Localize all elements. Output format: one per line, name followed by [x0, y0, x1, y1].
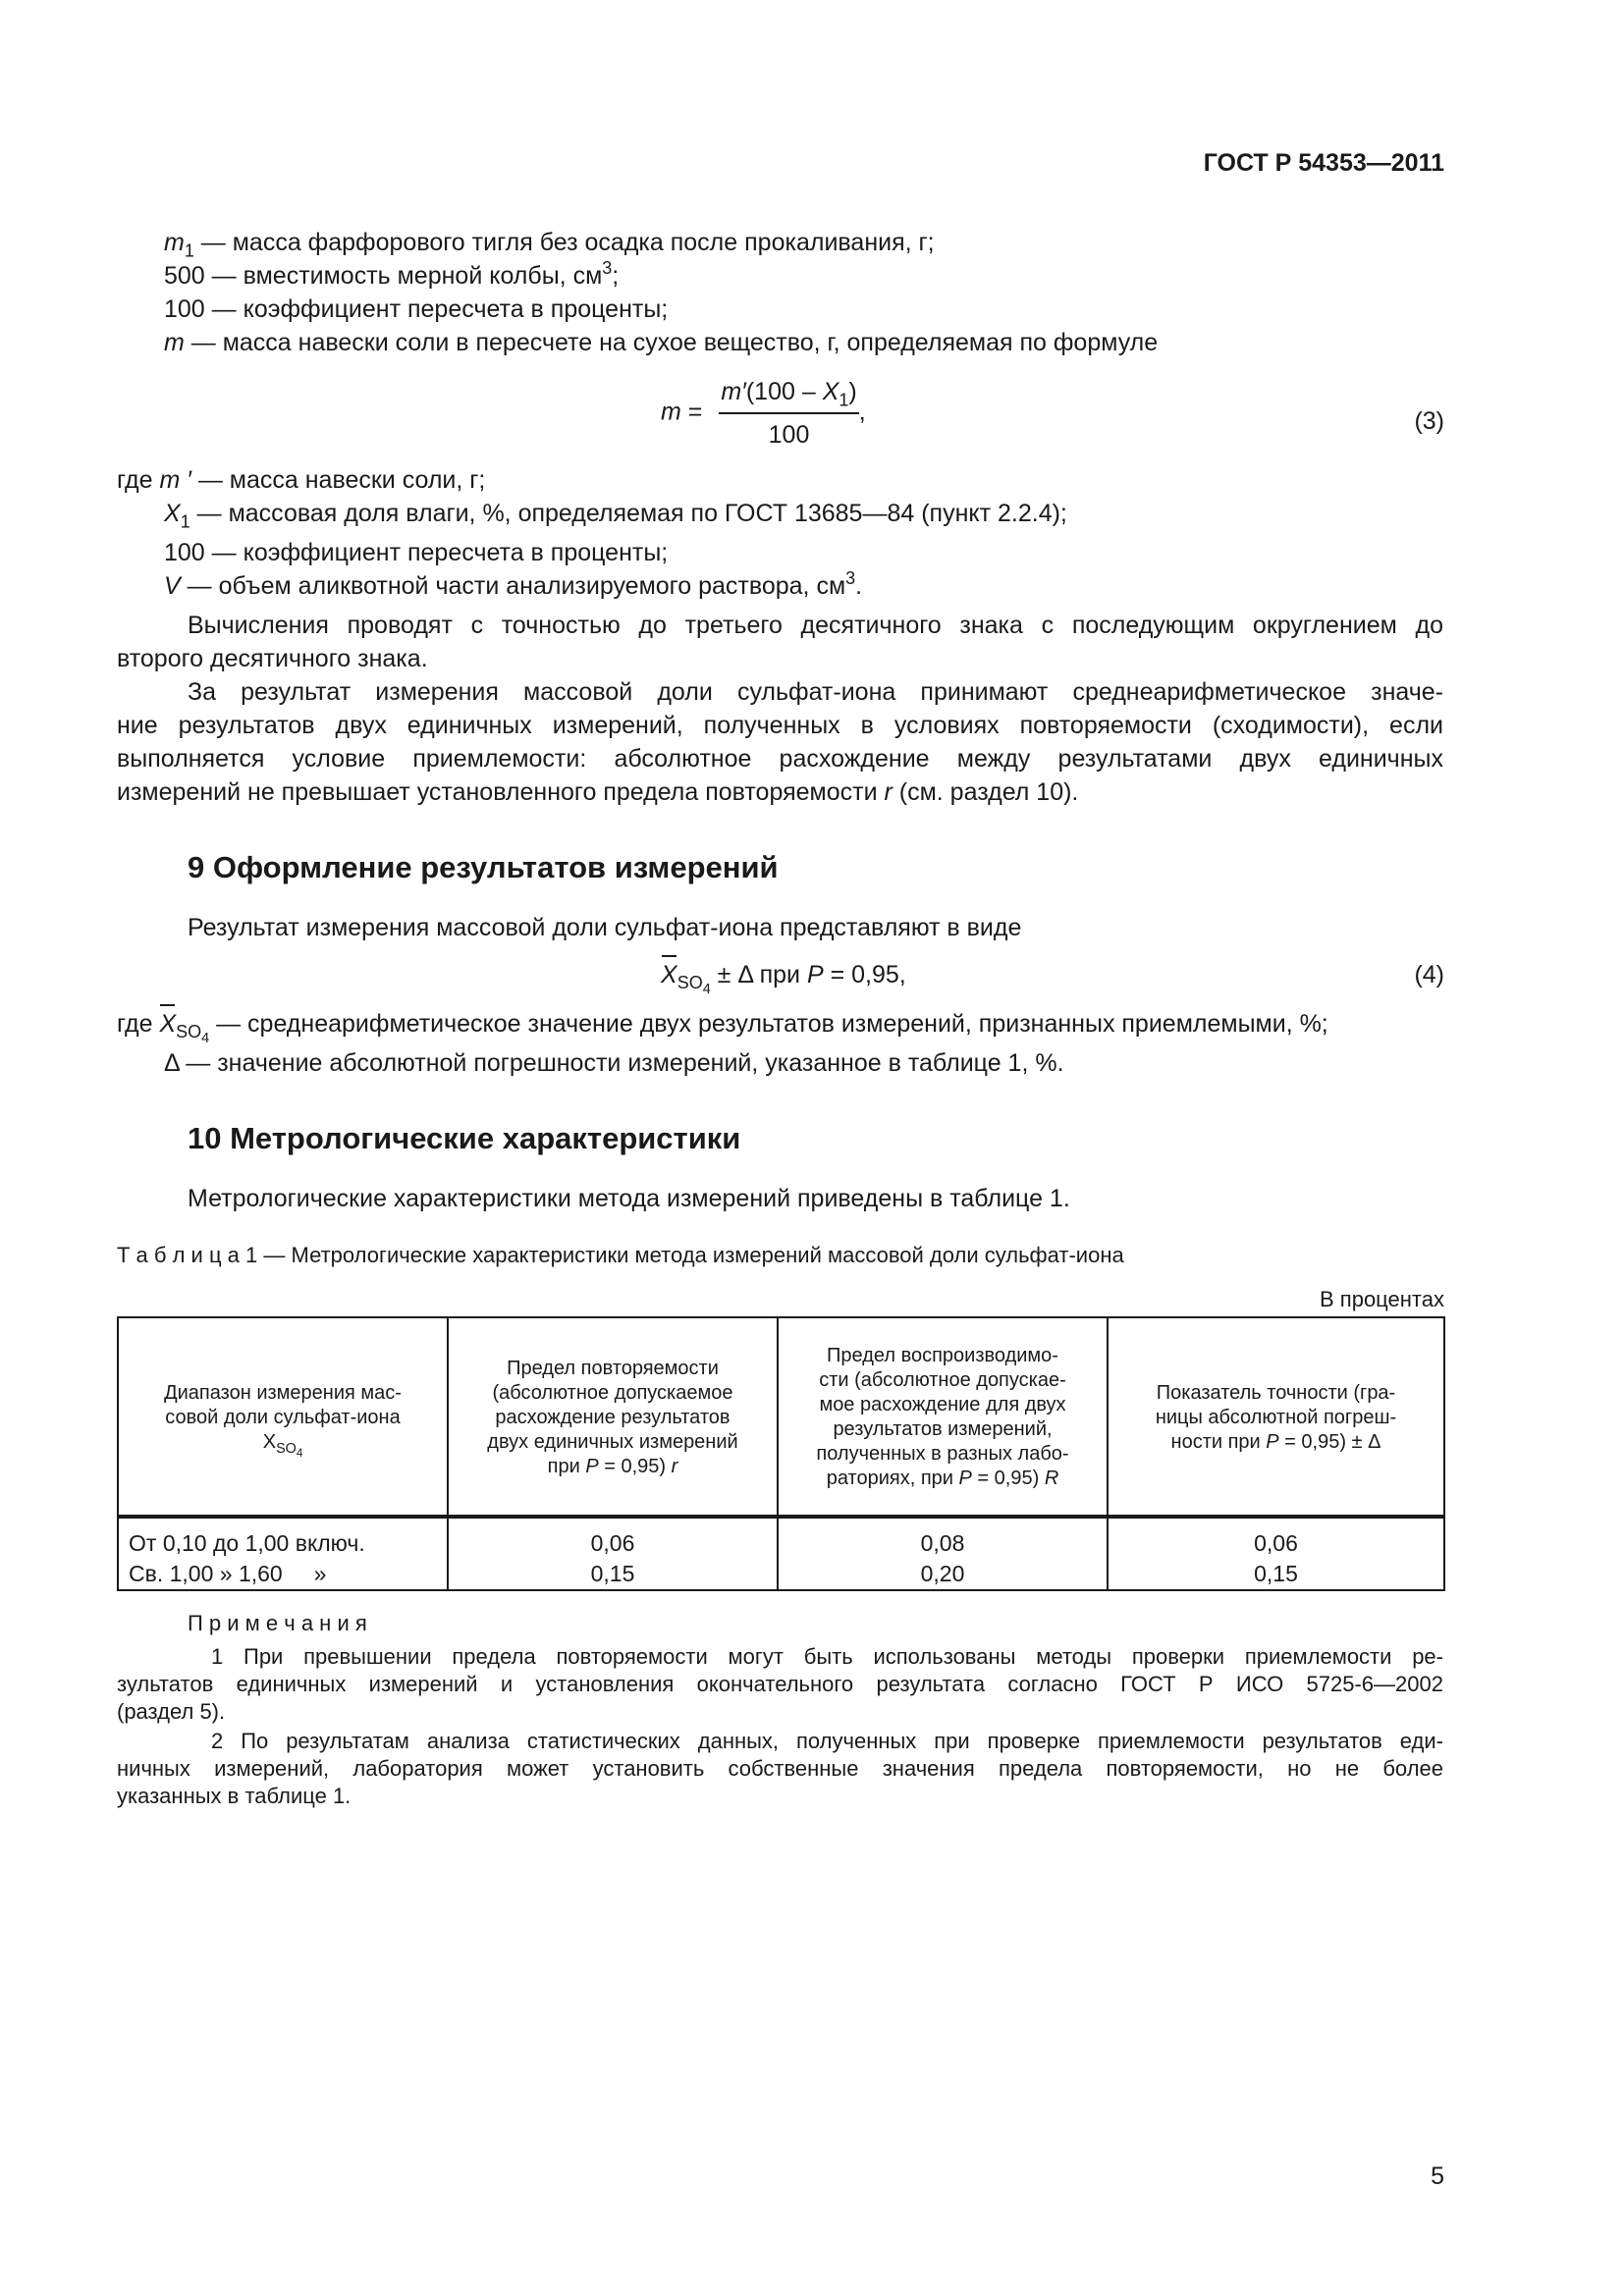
cell-reproducibility	[778, 1518, 1108, 1590]
col-header-range	[118, 1317, 448, 1518]
h2-line-4: двух единичных измерений	[487, 1430, 738, 1453]
formula-3-eq: =	[680, 398, 703, 426]
para-result-line-4	[117, 775, 1078, 809]
h2-line-5-r: r	[671, 1455, 678, 1477]
def-xso4	[117, 1007, 1328, 1047]
cell-delta-1: 0,06	[1254, 1530, 1298, 1556]
cell-range-2: Св. 1,00 » 1,60 »	[129, 1561, 327, 1586]
formula-4-a: ± Δ при	[710, 961, 807, 988]
note-2-line-1: 2 По результатам анализа статистических данных, полученных при проверке приемлемости результатов еди-	[211, 1729, 1443, 1753]
h3-line-2: сти (абсолютное допускае-	[819, 1369, 1066, 1391]
document-id: ГОСТ Р 54353—2011	[1203, 149, 1444, 177]
cell-R-2: 0,20	[920, 1561, 965, 1586]
mprime-text: — масса навески соли, г;	[190, 466, 486, 494]
h2-line-1: Предел повторяемости	[507, 1357, 719, 1379]
xso4-text: — среднеарифметическое значение двух результатов измерений, признанных приемлемыми, %;	[209, 1010, 1328, 1038]
para-result-line-4-a: измерений не превышает установленного предела повторяемости	[117, 778, 885, 806]
m-text: — масса навески соли в пересчете на сухое вещество, г, определяемая по формуле	[184, 329, 1159, 356]
section-9-intro: Результат измерения массовой доли сульфат-иона представляют в виде	[188, 914, 1022, 941]
formula-3	[661, 375, 866, 452]
h4-line-2: ницы абсолютной погреш-	[1155, 1406, 1397, 1428]
h4-line-3-a: ности при	[1170, 1430, 1267, 1453]
h3-line-6-b: = 0,95)	[971, 1468, 1045, 1489]
para-result-line-2: ние результатов двух единичных измерений, полученных в условиях повторяемости (сходимости), если	[117, 712, 1443, 739]
h3-line-3: мое расхождение для двух	[819, 1394, 1066, 1415]
formula-3-fraction	[719, 375, 858, 452]
h1-sub-4: 4	[296, 1447, 303, 1460]
def-v	[164, 569, 862, 603]
def-100-top: 100 — коэффициент пересчета в проценты;	[164, 295, 669, 323]
h1-x: X	[262, 1430, 277, 1453]
note-2-line-3: указанных в таблице 1.	[117, 1784, 352, 1808]
num-mprime: m′	[721, 378, 746, 405]
formula-3-number: (3)	[1414, 407, 1444, 435]
def-500	[164, 259, 619, 293]
table-header-separator	[117, 1515, 1443, 1517]
table-1	[117, 1316, 1443, 1589]
col-header-accuracy	[1108, 1317, 1444, 1518]
table-caption	[117, 1241, 1124, 1270]
note-1-line-2: зультатов единичных измерений и установления окончательного результата согласно ГОСТ Р ИСО 5725-6—2002	[117, 1672, 1443, 1696]
h4-line-1: Показатель точности (гра-	[1156, 1381, 1396, 1404]
m-symbol: m	[164, 329, 185, 356]
m1-symbol: m	[164, 229, 185, 256]
formula-4-sub-so: SO	[677, 973, 703, 993]
para-result-line-3: выполняется условие приемлемости: абсолютное расхождение между результатами двух единичных	[117, 745, 1443, 773]
h3-line-6-p: P	[958, 1468, 972, 1489]
cell-r-1: 0,06	[590, 1530, 635, 1556]
def-x1	[164, 497, 1067, 530]
cell-R-1: 0,08	[920, 1530, 965, 1556]
xso4-sub-so: SO	[176, 1022, 202, 1042]
cell-delta-2: 0,15	[1254, 1561, 1298, 1586]
section-9-title: 9 Оформление результатов измерений	[188, 850, 779, 884]
section-10-intro: Метрологические характеристики метода измерений приведены в таблице 1.	[188, 1185, 1070, 1212]
h1-sub-so: SO	[276, 1440, 297, 1457]
table-row	[118, 1518, 1444, 1590]
def-delta: Δ — значение абсолютной погрешности измерений, указанное в таблице 1, %.	[164, 1049, 1064, 1077]
h2-line-5-b: = 0,95)	[598, 1455, 672, 1477]
formula-3-denominator: 100	[768, 421, 810, 449]
section-10-title: 10 Метрологические характеристики	[188, 1121, 741, 1155]
note-1-line-1: 1 При превышении предела повторяемости могут быть использованы методы проверки приемлемости ре-	[211, 1644, 1443, 1669]
note-2-line-2: ничных измерений, лаборатория может установить собственные значения предела повторяемости, но не более	[117, 1756, 1443, 1781]
h3-line-5: полученных в разных лабо-	[816, 1443, 1069, 1465]
def-m1	[164, 226, 935, 259]
m1-text: — масса фарфорового тигля без осадка после прокаливания, г;	[193, 229, 935, 256]
h2-line-2: (абсолютное допускаемое	[492, 1381, 733, 1404]
page-number: 5	[1431, 2163, 1444, 2190]
m1-subscript: 1	[184, 240, 194, 261]
def-mprime	[117, 463, 485, 497]
def-m	[164, 326, 1158, 359]
para-calc-line-2: второго десятичного знака.	[117, 645, 428, 672]
formula-3-numerator	[719, 375, 858, 414]
col-header-reproducibility	[778, 1317, 1108, 1518]
v-end: .	[855, 572, 863, 600]
v-symbol: V	[164, 572, 181, 600]
mprime-symbol: m ′	[159, 466, 191, 494]
cell-range-1: От 0,10 до 1,00 включ.	[129, 1530, 365, 1556]
formula-3-comma: ,	[858, 398, 866, 426]
formula-4-sub-4: 4	[702, 982, 711, 998]
h2-line-3: расхождение результатов	[495, 1406, 731, 1428]
h1-line-1: Диапазон измерения мас-	[164, 1381, 402, 1404]
num-close: )	[848, 378, 857, 405]
h3-line-1: Предел воспроизводимо-	[827, 1345, 1058, 1366]
def-500-end: ;	[612, 262, 620, 290]
table-caption-label: Т а б л и ц а	[117, 1243, 240, 1267]
xso4-sub-4: 4	[201, 1031, 210, 1047]
def-100-mid: 100 — коэффициент пересчета в проценты;	[164, 539, 669, 566]
formula-3-lhs: m	[661, 398, 681, 426]
xso4-sub	[176, 1022, 210, 1047]
h4-line-3-p: P	[1266, 1430, 1279, 1453]
col-header-repeatability	[448, 1317, 778, 1518]
table-caption-text: 1 — Метрологические характеристики метода измерений массовой доли сульфат-иона	[239, 1243, 1124, 1267]
table-units: В процентах	[1320, 1287, 1444, 1311]
v-sup: 3	[845, 568, 856, 589]
para-result-line-4-b: (см. раздел 10).	[892, 778, 1079, 806]
where-label-2: где	[117, 1010, 160, 1038]
formula-4	[661, 958, 906, 998]
cell-r-2: 0,15	[590, 1561, 635, 1586]
note-1-line-3: (раздел 5).	[117, 1699, 226, 1724]
def-500-sup: 3	[602, 258, 613, 279]
formula-4-sub	[677, 973, 711, 998]
x1-text: — массовая доля влаги, %, определяемая по ГОСТ 13685—84 (пункт 2.2.4);	[189, 500, 1067, 527]
xso4-symbol: X	[159, 1007, 176, 1041]
h2-line-5-p: P	[585, 1455, 599, 1477]
h3-line-4: результатов измерений,	[833, 1418, 1053, 1440]
formula-4-p: P	[806, 961, 824, 988]
cell-accuracy	[1108, 1518, 1444, 1590]
cell-range	[118, 1518, 448, 1590]
h4-line-3-b: = 0,95) ± Δ	[1278, 1430, 1381, 1453]
table-header-row	[118, 1317, 1444, 1518]
notes-title: П р и м е ч а н и я	[188, 1611, 367, 1635]
para-result-r: r	[884, 778, 893, 806]
h3-line-6-a: раториях, при	[826, 1468, 959, 1489]
cell-repeatability	[448, 1518, 778, 1590]
num-x: X	[822, 378, 839, 405]
formula-4-x: X	[661, 958, 677, 991]
x1-symbol: X	[164, 500, 181, 527]
h3-line-6-r: R	[1044, 1468, 1059, 1489]
v-text: — объем аликвотной части анализируемого раствора, см	[180, 572, 846, 600]
para-result-line-1: За результат измерения массовой доли сульфат-иона принимают среднеарифметическое значе-	[188, 678, 1443, 706]
para-calc-line-1: Вычисления проводят с точностью до третьего десятичного знака с последующим округлением до	[188, 612, 1443, 639]
num-x-sub: 1	[839, 390, 849, 410]
h1-line-2: совой доли сульфат-иона	[165, 1406, 401, 1428]
where-label: где	[117, 466, 160, 494]
formula-4-number: (4)	[1414, 961, 1444, 988]
def-500-text: 500 — вместимость мерной колбы, см	[164, 262, 603, 290]
formula-4-b: = 0,95,	[823, 961, 906, 988]
x1-subscript: 1	[180, 511, 190, 532]
table-1-grid	[117, 1316, 1445, 1591]
h2-line-5-a: при	[547, 1455, 586, 1477]
num-open: (100 –	[745, 378, 823, 405]
